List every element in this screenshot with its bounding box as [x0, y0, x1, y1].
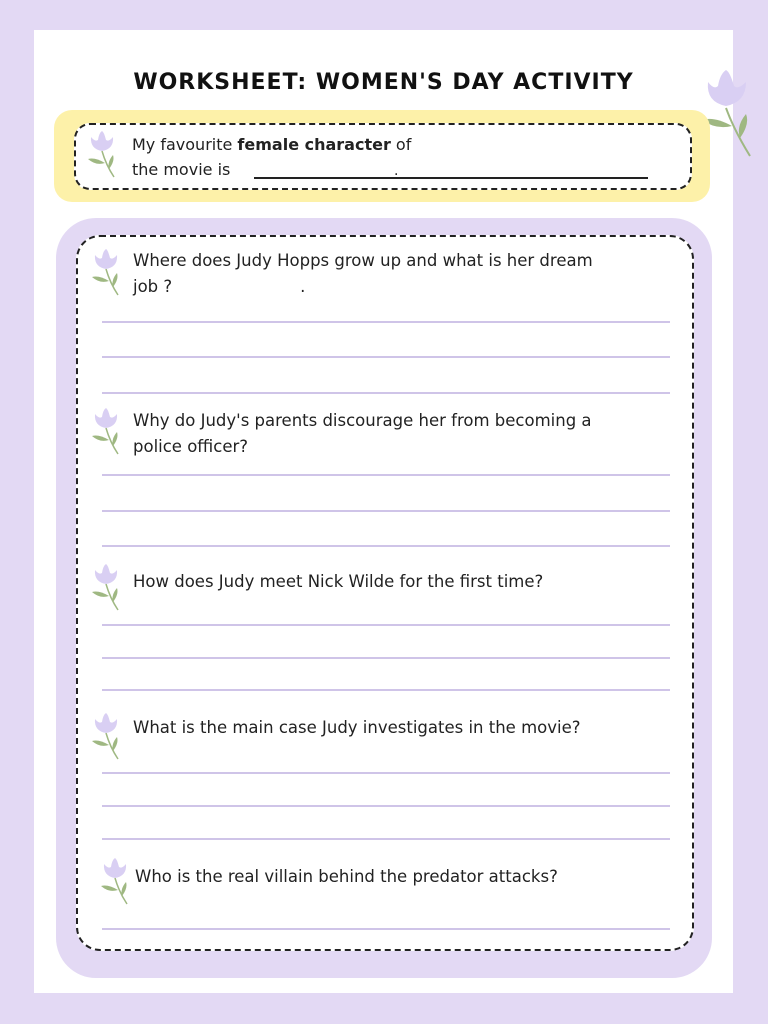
- favourite-suffix: of: [390, 135, 412, 154]
- question-2-line-b: police officer?: [133, 437, 249, 456]
- question-3-line-a: How does Judy meet Nick Wilde for the first time?: [133, 572, 544, 591]
- page-title: WORKSHEET: WOMEN'S DAY ACTIVITY: [133, 70, 634, 95]
- favourite-answer-line[interactable]: [254, 177, 648, 179]
- answer-line[interactable]: [102, 805, 670, 807]
- answer-line[interactable]: [102, 838, 670, 840]
- favourite-prompt-line1: [132, 135, 411, 154]
- answer-line[interactable]: [102, 657, 670, 659]
- tulip-flower-icon: [86, 131, 120, 181]
- favourite-prompt-line2: the movie is: [132, 160, 231, 179]
- favourite-character-inner: [74, 123, 692, 190]
- question-2-line-a: Why do Judy's parents discourage her from becoming a: [133, 411, 592, 430]
- answer-line[interactable]: [102, 392, 670, 394]
- question-3: [133, 569, 543, 595]
- tulip-flower-icon: [90, 249, 124, 299]
- answer-line[interactable]: [102, 321, 670, 323]
- answer-line[interactable]: [102, 772, 670, 774]
- answer-line[interactable]: [102, 928, 670, 930]
- favourite-blank-dot: .: [394, 163, 399, 179]
- answer-line[interactable]: [102, 510, 670, 512]
- favourite-prefix: My favourite: [132, 135, 238, 154]
- favourite-bold: female character: [237, 135, 391, 154]
- answer-line[interactable]: [102, 689, 670, 691]
- question-1-line-b-text: job ?: [133, 277, 173, 296]
- question-2: [133, 408, 592, 460]
- answer-line[interactable]: [102, 545, 670, 547]
- question-5: [135, 864, 558, 890]
- question-1-line-b: [133, 274, 593, 300]
- question-5-line-a: Who is the real villain behind the predator attacks?: [135, 867, 558, 886]
- questions-inner: [76, 235, 694, 951]
- tulip-flower-icon: [99, 858, 133, 908]
- questions-box: [56, 218, 712, 978]
- answer-line[interactable]: [102, 624, 670, 626]
- answer-line[interactable]: [102, 356, 670, 358]
- tulip-flower-icon: [90, 564, 124, 614]
- answer-line[interactable]: [102, 474, 670, 476]
- favourite-character-box: [54, 110, 710, 202]
- question-1-dot: .: [300, 277, 306, 296]
- worksheet-page: [34, 30, 733, 993]
- tulip-flower-icon: [90, 713, 124, 763]
- question-1-line-a: Where does Judy Hopps grow up and what is her dream: [133, 251, 593, 270]
- question-4-line-a: What is the main case Judy investigates in the movie?: [133, 718, 581, 737]
- question-4: [133, 715, 581, 741]
- question-1: [133, 248, 593, 300]
- tulip-flower-icon: [90, 408, 124, 458]
